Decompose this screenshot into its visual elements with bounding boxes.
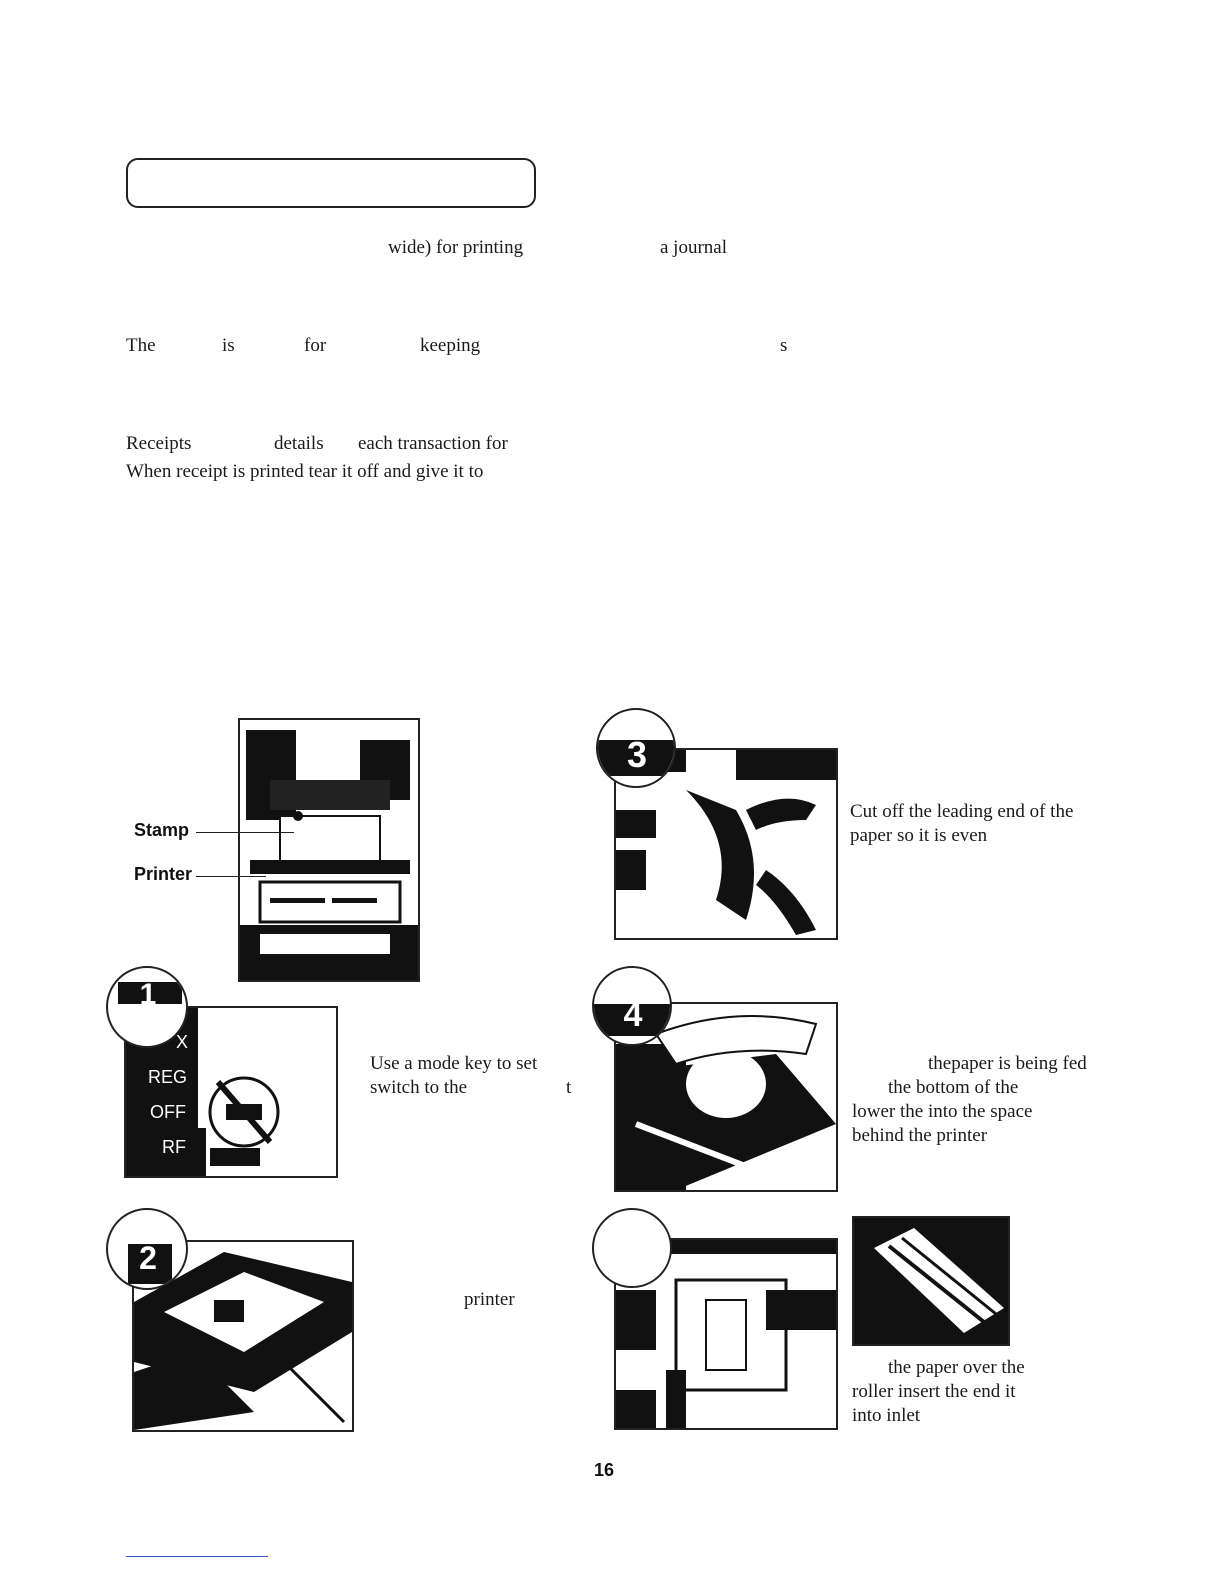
step3-number: 3	[626, 734, 648, 775]
step3-text-line2: paper so it is even	[850, 825, 988, 846]
step4-text-line4: behind the printer	[852, 1125, 988, 1146]
step2-number-circle	[106, 1208, 188, 1290]
step2-number: 2	[139, 1240, 157, 1276]
dial-label-off: OFF	[150, 1102, 186, 1122]
stamp-label: Stamp	[134, 820, 190, 840]
intro-line3-c: each transaction for	[358, 433, 508, 454]
step1-number: 1	[139, 978, 157, 1011]
step4-text-line2: the bottom of the	[888, 1077, 1019, 1098]
step5-text-line1: the paper over the	[888, 1357, 1025, 1378]
dial-label-reg: REG	[148, 1067, 188, 1087]
step1-text-line2: switch to the	[370, 1077, 468, 1098]
printer-leader-line	[196, 876, 266, 877]
dial-label-x: X	[176, 1032, 189, 1052]
intro-line2-d: keeping	[420, 335, 481, 356]
step1-text-line1: Use a mode key to set	[370, 1053, 538, 1074]
dial-label-rf: RF	[162, 1137, 186, 1157]
step4-text-line3: lower the into the space	[852, 1101, 1033, 1122]
register-illustration	[240, 720, 418, 980]
roller-detail-illustration	[854, 1218, 1008, 1344]
step5-detail-image	[852, 1216, 1010, 1346]
step5-text-line3: into inlet	[852, 1405, 921, 1426]
step4-number: 4	[623, 996, 643, 1034]
footer-rule	[126, 1556, 268, 1557]
step5-number: 5	[623, 1228, 643, 1266]
step4-text-line1: thepaper is being fed	[928, 1053, 1087, 1074]
intro-line4: When receipt is printed tear it off and give it to	[126, 461, 484, 482]
printer-label: Printer	[134, 864, 193, 884]
intro-line1-b: a journal	[660, 237, 728, 258]
step3-number-circle	[596, 708, 676, 788]
step5-number-circle	[592, 1208, 672, 1288]
intro-line2-b: is	[222, 335, 235, 356]
section-title-box	[126, 158, 536, 208]
intro-line2-c: for	[304, 335, 327, 356]
step1-text-tail: t	[566, 1077, 572, 1098]
intro-line1-a: wide) for printing	[388, 237, 524, 258]
intro-line3-b: details	[274, 433, 324, 454]
step5-text-line2: roller insert the end it	[852, 1381, 1016, 1402]
register-figure	[238, 718, 420, 982]
step1-number-circle	[106, 966, 188, 1048]
intro-line2-e: s	[780, 335, 788, 356]
intro-line2-a: The	[126, 335, 156, 356]
stamp-leader-line	[196, 832, 294, 833]
step4-number-circle	[592, 966, 672, 1046]
intro-line3-a: Receipts	[126, 433, 192, 454]
page-number: 16	[594, 1460, 615, 1480]
step3-text-line1: Cut off the leading end of the	[850, 801, 1074, 822]
step2-text: printer	[464, 1289, 515, 1310]
